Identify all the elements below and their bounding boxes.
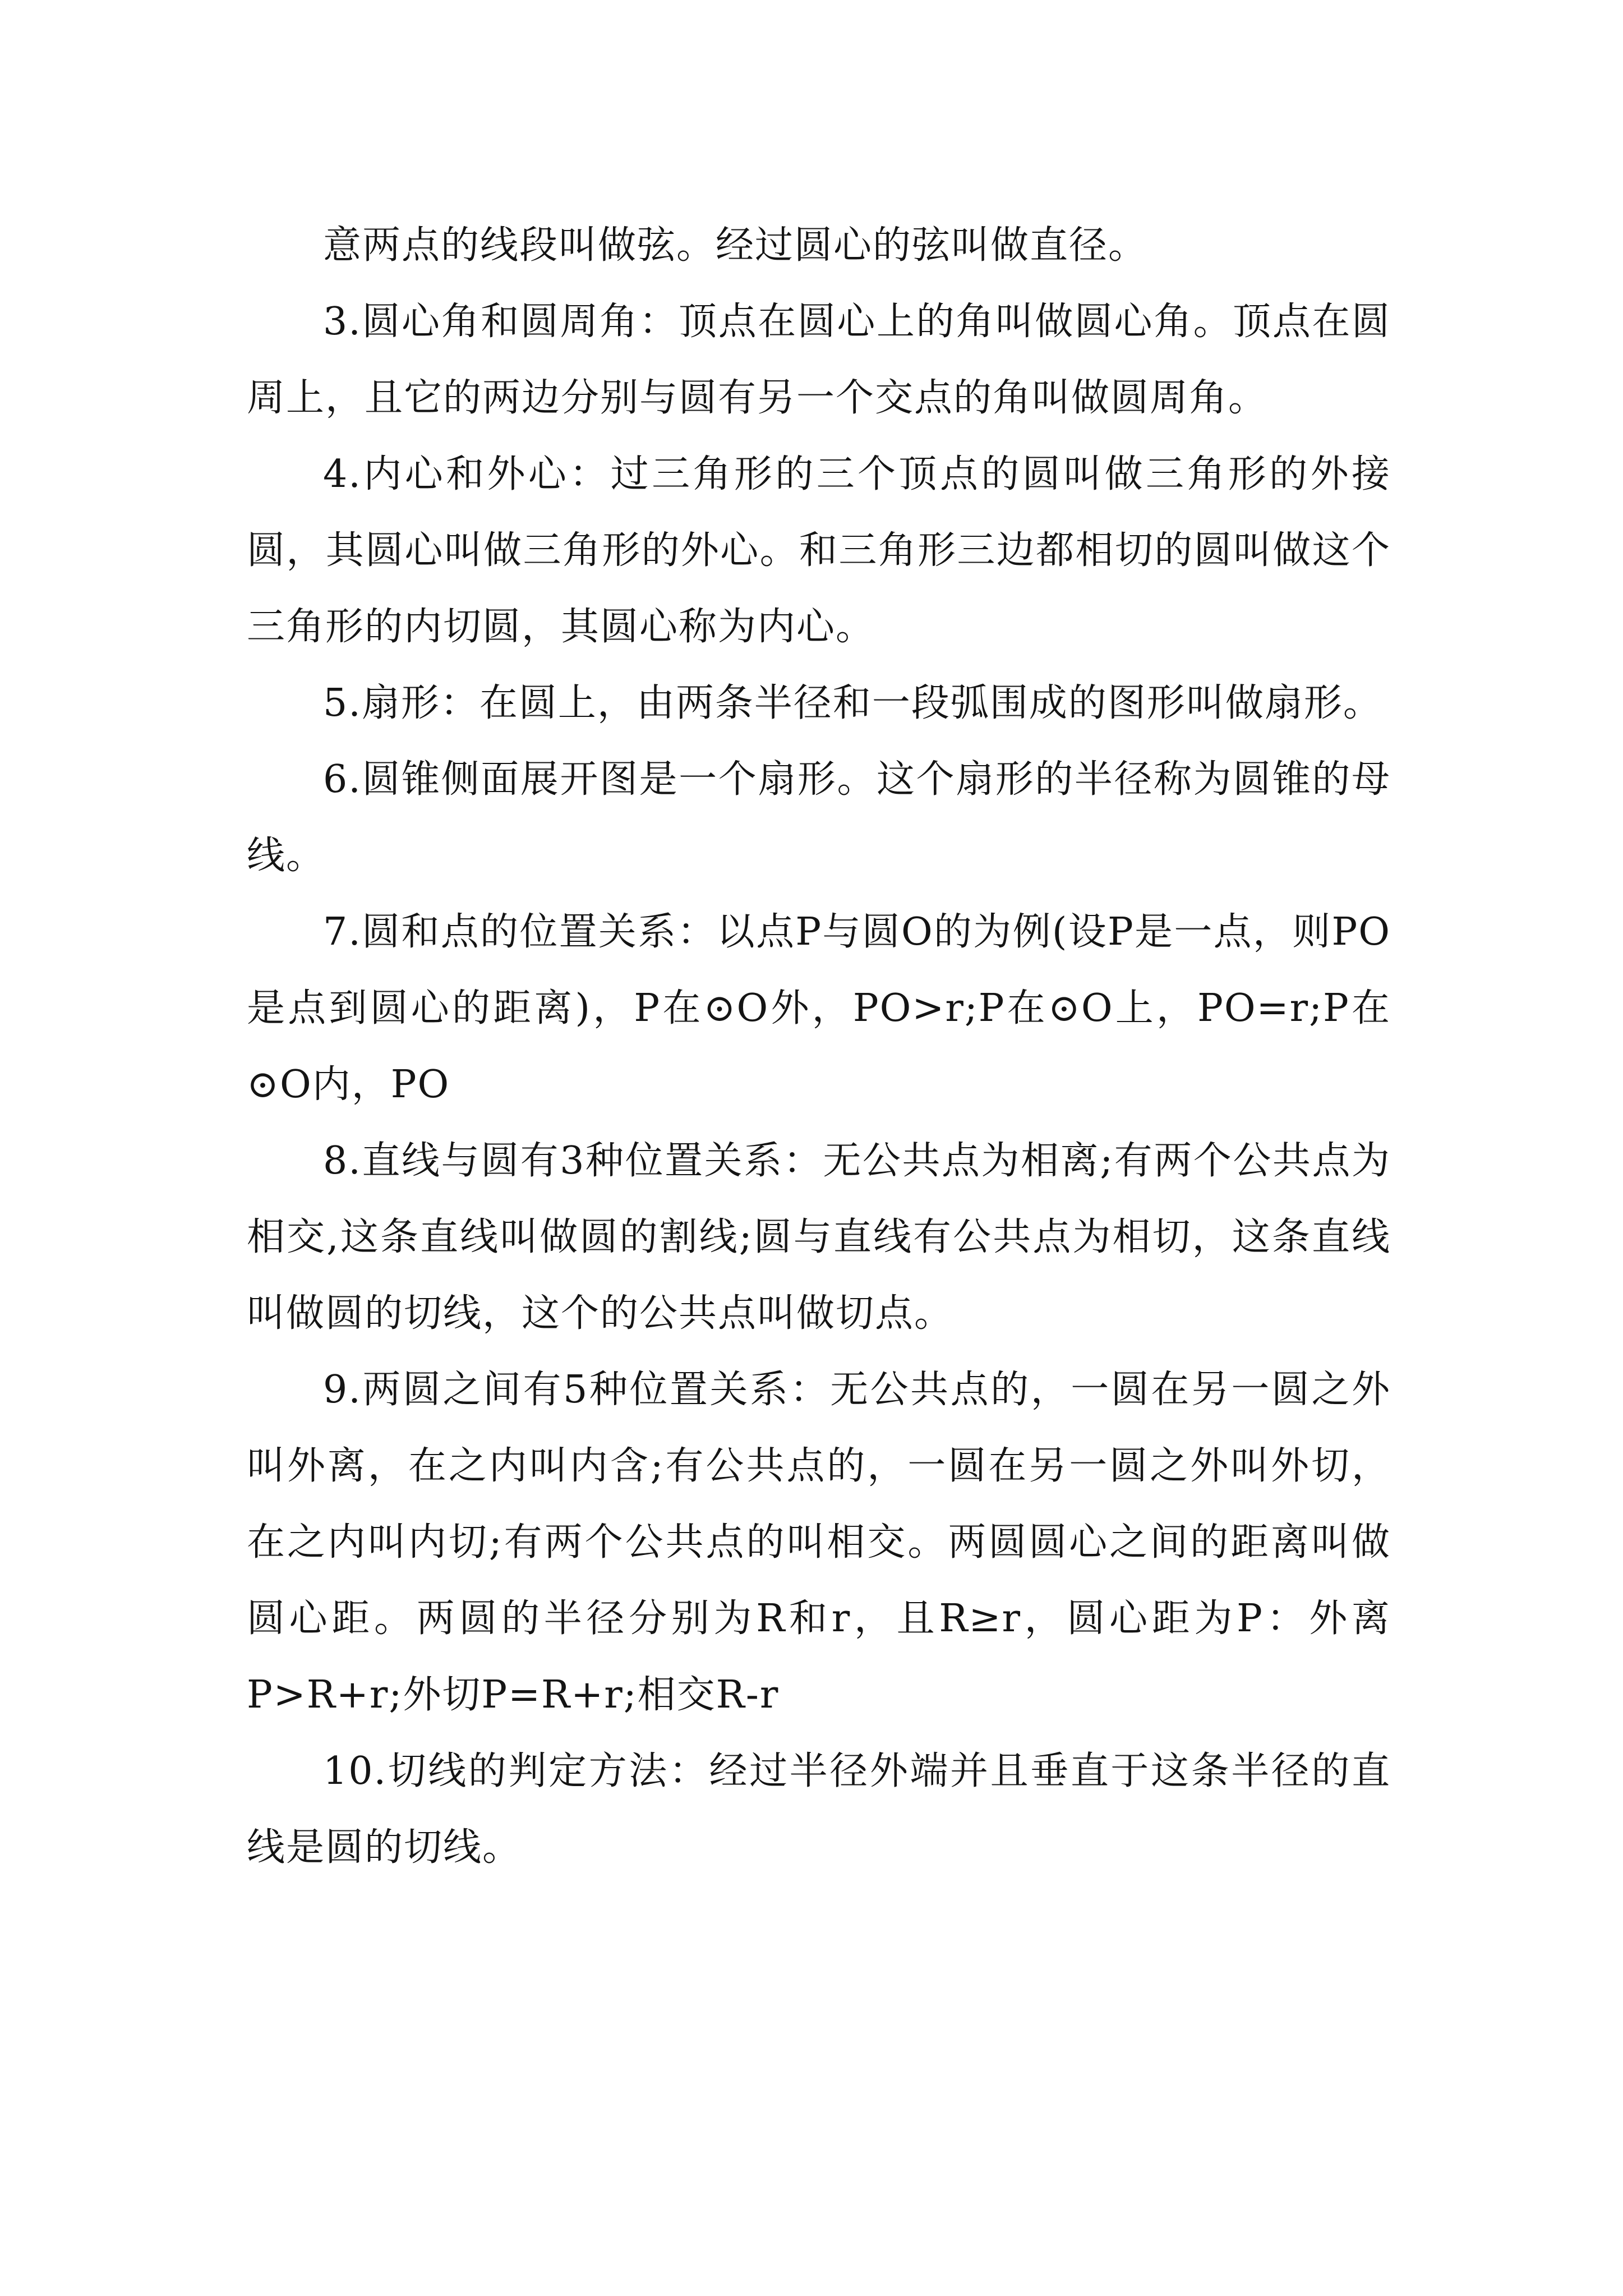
- paragraph-point-circle-position: 7.圆和点的位置关系：以点P与圆O的为例(设P是一点，则PO是点到圆心的距离)，P在⊙O外，PO>r;P在⊙O上，PO=r;P在⊙O内，PO: [247, 910, 1391, 1107]
- paragraph-tangent-criterion: 10.切线的判定方法：经过半径外端并且垂直于这条半径的直线是圆的切线。: [247, 1749, 1391, 1870]
- paragraph-cone-lateral-surface: 6.圆锥侧面展开图是一个扇形。这个扇形的半径称为圆锥的母线。: [247, 757, 1391, 878]
- paragraph-central-inscribed-angle: 3.圆心角和圆周角：顶点在圆心上的角叫做圆心角。顶点在圆周上，且它的两边分别与圆有另一个交点的角叫做圆周角。: [247, 300, 1391, 420]
- document-body: [247, 208, 1391, 1886]
- paragraph-incenter-circumcenter: 4.内心和外心：过三角形的三个顶点的圆叫做三角形的外接圆，其圆心叫做三角形的外心。和三角形三边都相切的圆叫做这个三角形的内切圆，其圆心称为内心。: [247, 452, 1391, 649]
- paragraph-line-circle-position: 8.直线与圆有3种位置关系：无公共点为相离;有两个公共点为相交,这条直线叫做圆的割线;圆与直线有公共点为相切，这条直线叫做圆的切线，这个的公共点叫做切点。: [247, 1139, 1391, 1336]
- paragraph-sector: 5.扇形：在圆上，由两条半径和一段弧围成的图形叫做扇形。: [323, 681, 1382, 725]
- paragraph-chord-diameter: 意两点的线段叫做弦。经过圆心的弦叫做直径。: [323, 223, 1148, 268]
- paragraph-two-circles-position: 9.两圆之间有5种位置关系：无公共点的，一圆在另一圆之外叫外离，在之内叫内含;有公共点的，一圆在另一圆之外叫外切，在之内叫内切;有两个公共点的叫相交。两圆圆心之间的距离叫做圆心距。两圆的半径分别为R和r，且R≥r，圆心距为P：外离P>R+r;外切P=R+r;相交R-r: [247, 1368, 1391, 1717]
